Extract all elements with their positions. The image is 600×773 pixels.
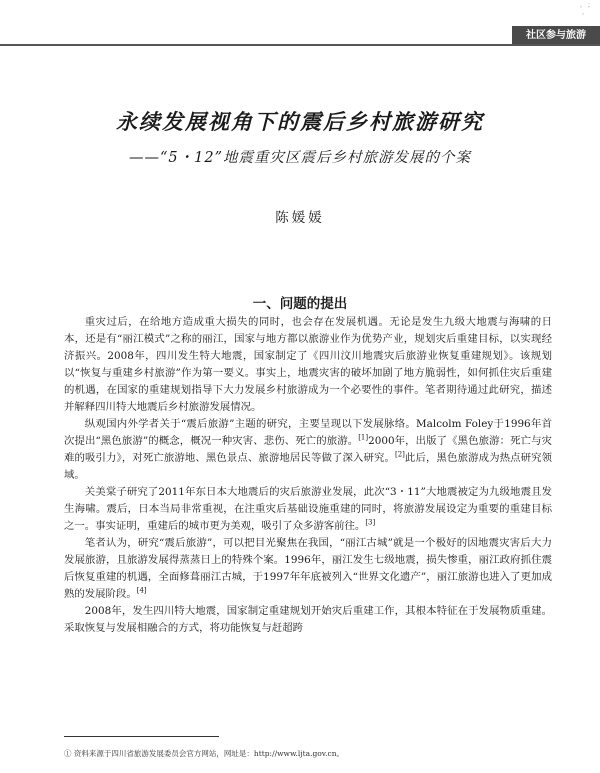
header-rule bbox=[0, 44, 600, 46]
section-tab: 社区参与旅游 bbox=[512, 26, 600, 45]
citation-mark: [4] bbox=[136, 586, 147, 595]
article-title: 永续发展视角下的震后乡村旅游研究 bbox=[116, 109, 484, 134]
page-corner-mark: 。 ; ， bbox=[580, 2, 590, 16]
author-name: 陈媛媛 bbox=[275, 210, 325, 226]
paragraph: 2008年，发生四川特大地震，国家制定重建规划开始灾后重建工作，其根本特征在于发展物质重建。采取恢复与发展相融合的方式，将功能恢复与赶超跨 bbox=[64, 605, 552, 634]
citation-mark: [3] bbox=[365, 518, 376, 527]
footnote-rule bbox=[64, 736, 219, 737]
paragraph: 纵观国内外学者关于“震后旅游”主题的研究，主要呈现以下发展脉络。Malcolm Foley于1996年首次提出“黑色旅游”的概念，概况一种灾害、悲伤、死亡的旅游。[1]2000年，出版了《黑色旅游：死亡与灾难的吸引力》，对死亡旅游地、黑色景点、旅游地居民等做了深入研究。[2]此后，黑色旅游成为热点研究领域。 bbox=[64, 418, 553, 481]
section-heading: 一、问题的提出 bbox=[252, 296, 348, 312]
citation-mark: [1] bbox=[358, 433, 369, 442]
footnote: ① 资料来源于四川省旅游发展委员会官方网站，网址是：http://www.ljta.gov.cn。 bbox=[64, 749, 345, 758]
article-subtitle: ——“5・12”地震重灾区震后乡村旅游发展的个案 bbox=[128, 150, 471, 166]
body-text bbox=[64, 314, 552, 637]
citation-mark: [2] bbox=[395, 450, 405, 459]
paragraph: 重灾过后，在给地方造成重大损失的同时，也会存在发展机遇。无论是发生九级大地震与海啸的日本，还是有“丽江模式”之称的丽江，国家与地方都以旅游业作为优势产业，规划灾后重建目标，以实现经济振兴。2008年，四川发生特大地震，国家制定了《四川汶川地震灾后旅游业恢复重建规划》。该规划以“恢复与重建乡村旅游”作为第一要义。事实上，地震灾害的破坏加剧了地方脆弱性，如何抓住灾后重建的机遇，在国家的重建规划指导下大力发展乡村旅游成为一个必要性的事件。笔者期待通过此研究，描述并解释四川特大地震后乡村旅游发展情况。 bbox=[64, 316, 552, 413]
paragraph: 笔者认为，研究“震后旅游”，可以把目光聚焦在我国，“丽江古城”就是一个极好的因地震灾害后大力发展旅游，且旅游发展得蒸蒸日上的特殊个案。1996年，丽江发生七级地震，损失惨重，丽江政府抓住震后恢复重建的机遇，全面修葺丽江古城，于1997年年底被列入“世界文化遗产”，丽江旅游也进入了更加成熟的发展阶段。[4] bbox=[64, 537, 552, 600]
paragraph: 关美棠子研究了2011年东日本大地震后的灾后旅游业发展，此次“3・11”大地震被定为九级地震且发生海啸。震后，日本当局非常重视，在注重灾后基础设施重建的同时，将旅游发展设定为重要的重建目标之一。事实证明，重建后的城市更为美观，吸引了众多游客前往。[3] bbox=[64, 486, 552, 532]
